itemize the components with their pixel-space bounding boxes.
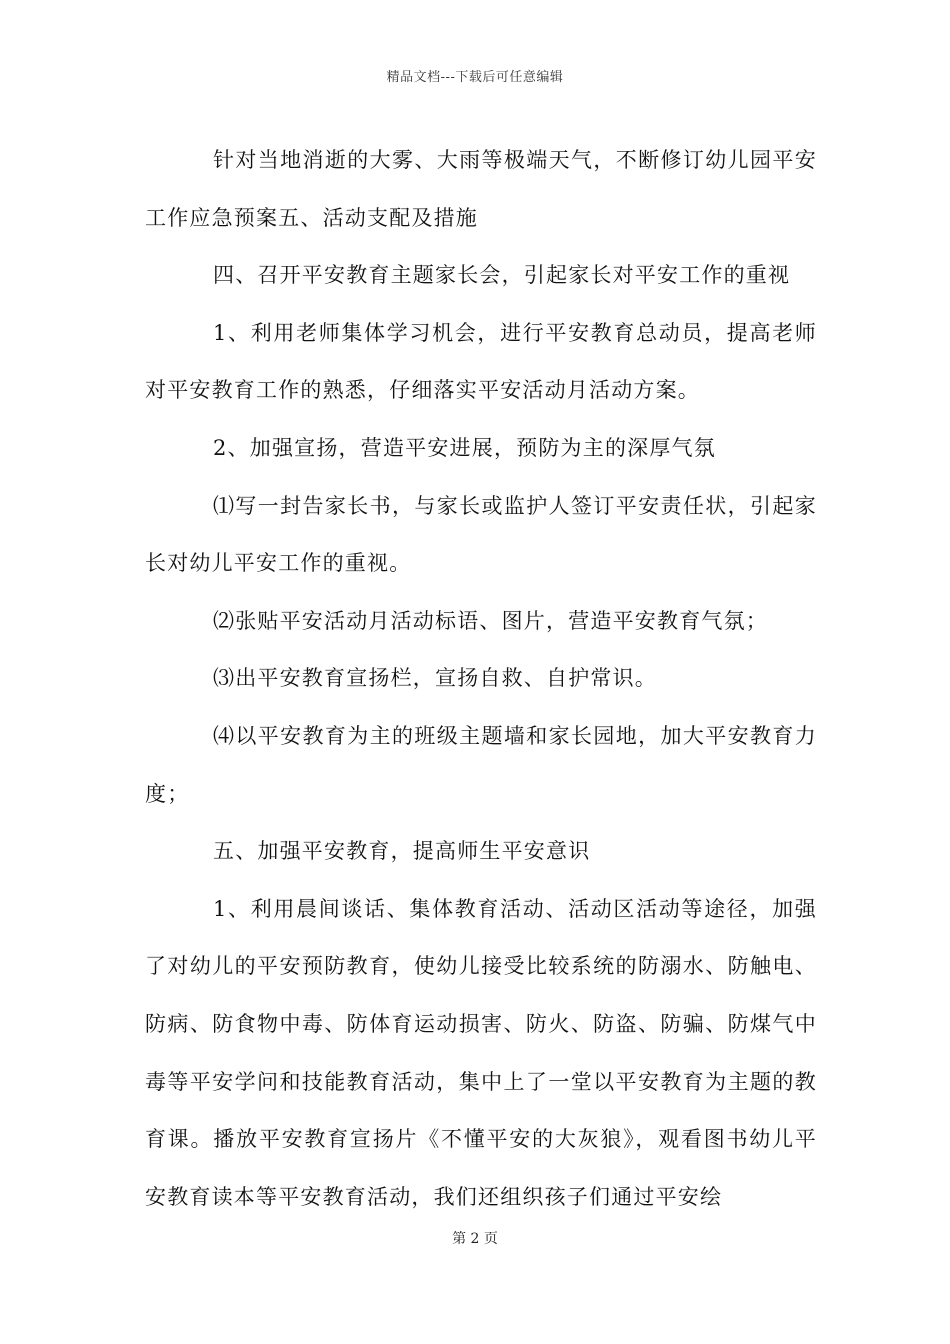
paragraph: ⑵张贴平安活动月活动标语、图片，营造平安教育气氛； [213,608,768,633]
paragraph: 五、加强平安教育，提高师生平安意识 [213,839,591,864]
document-body [145,132,817,1226]
page-header: 精品文档---下载后可任意编辑 [386,70,564,85]
paragraph: 1、利用晨间谈话、集体教育活动、活动区活动等途径，加强了对幼儿的平安预防教育，使幼儿接受比较系统的防溺水、防触电、防病、防食物中毒、防体育运动损害、防火、防盗、防骗、防煤气中毒等平安学问和技能教育活动，集中上了一堂以平安教育为主题的教育课。播放平安教育宣扬片《不懂平安的大灰狼》，观看图书幼儿平安教育读本等平安教育活动，我们还组织孩子们通过平安绘 [145,896,817,1209]
paragraph: ⑷以平安教育为主的班级主题墙和家长园地，加大平安教育力度； [145,723,817,806]
paragraph: 针对当地消逝的大雾、大雨等极端天气，不断修订幼儿园平安工作应急预案五、活动支配及措施 [145,148,817,230]
paragraph: 1、利用老师集体学习机会，进行平安教育总动员，提高老师对平安教育工作的熟悉，仔细落实平安活动月活动方案。 [145,320,817,403]
paragraph: 四、召开平安教育主题家长会，引起家长对平安工作的重视 [213,263,791,288]
paragraph: ⑶出平安教育宣扬栏，宣扬自救、自护常识。 [213,666,657,691]
page-number: 第 2 页 [452,1231,498,1247]
paragraph: ⑴写一封告家长书，与家长或监护人签订平安责任状，引起家长对幼儿平安工作的重视。 [145,493,817,576]
paragraph: 2、加强宣扬，营造平安进展，预防为主的深厚气氛 [213,435,716,460]
